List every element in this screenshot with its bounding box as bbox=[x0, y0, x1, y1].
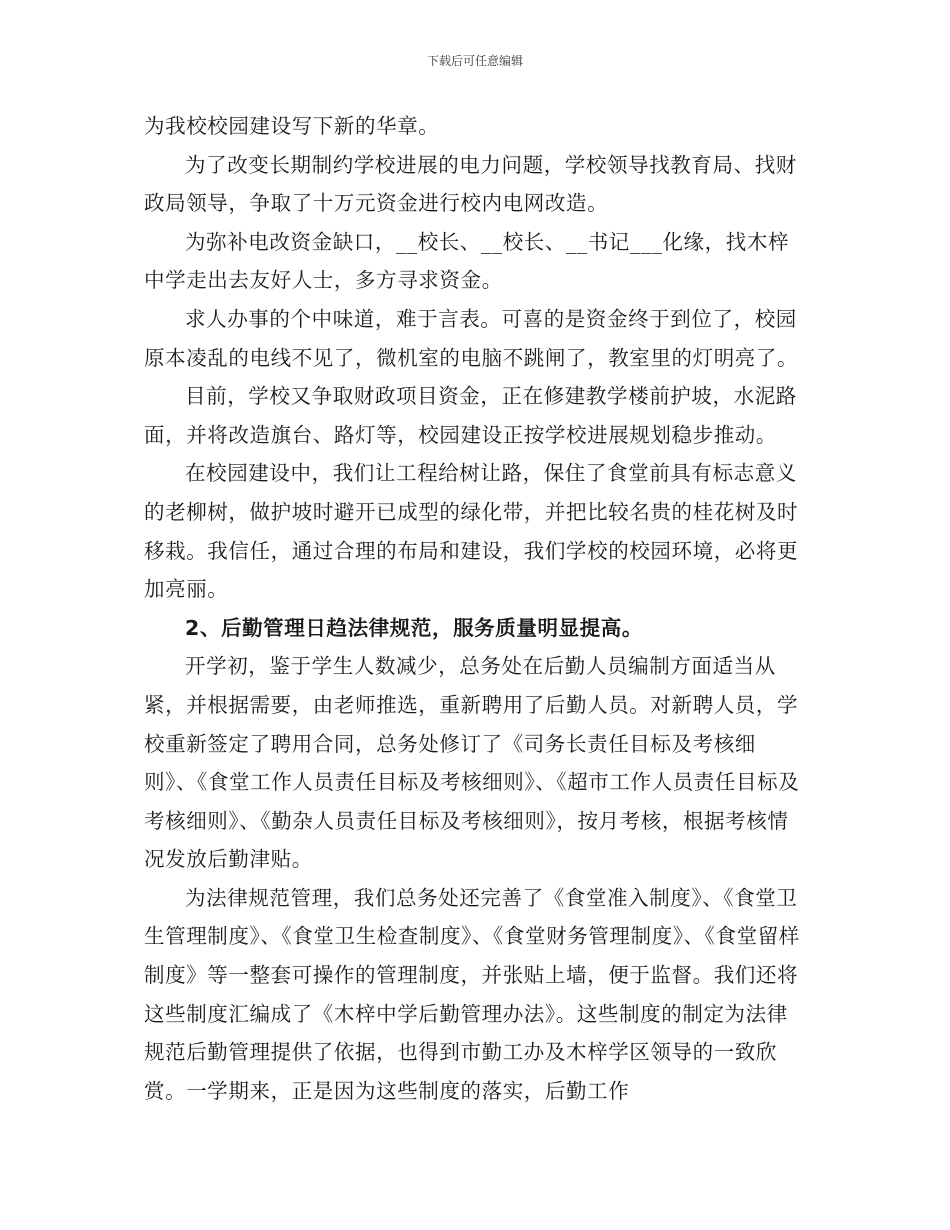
section-heading: 2、后勤管理日趋法律规范，服务质量明显提高。 bbox=[185, 615, 643, 640]
paragraph-1: 为我校校园建设写下新的华章。 bbox=[144, 114, 440, 138]
paragraph-6: 在校园建设中，我们让工程给树让路，保住了食堂前具有标志意义的老柳树，做护坡时避开已成型的绿化带，并把比较名贵的桂花树及时移栽。我信任，通过合理的布局和建设，我们学校的校园环境，必将更加亮丽。 bbox=[144, 461, 799, 602]
paragraph-2: 为了改变长期制约学校进展的电力问题，学校领导找教育局、找财政局领导，争取了十万元资金进行校内电网改造。 bbox=[144, 152, 797, 216]
paragraph-7: 开学初，鉴于学生人数减少，总务处在后勤人员编制方面适当从紧，并根据需要，由老师推选，重新聘用了后勤人员。对新聘人员，学校重新签定了聘用合同，总务处修订了《司务长责任目标及考核细则》、《食堂工作人员责任目标及考核细则》、《超市工作人员责任目标及考核细则》、《勤杂人员责任目标及考核细则》，按月考核，根据考核情况发放后勤津贴。 bbox=[144, 654, 800, 872]
document-body bbox=[144, 107, 806, 1110]
paragraph-4: 求人办事的个中味道，难于言表。可喜的是资金终于到位了，校园原本凌乱的电线不见了，微机室的电脑不跳闸了，教室里的灯明亮了。 bbox=[144, 306, 799, 370]
paragraph-8: 为法律规范管理，我们总务处还完善了《食堂准入制度》、《食堂卫生管理制度》、《食堂卫生检查制度》、《食堂财务管理制度》、《食堂留样制度》等一整套可操作的管理制度，并张贴上墙，便于监督。我们还将这些制度汇编成了《木梓中学后勤管理办法》。这些制度的制定为法律规范后勤管理提供了依据，也得到市勤工办及木梓学区领导的一致欣赏。一学期来，正是因为这些制度的落实，后勤工作 bbox=[144, 885, 800, 1103]
paragraph-5: 目前，学校又争取财政项目资金，正在修建教学楼前护坡，水泥路面，并将改造旗台、路灯等，校园建设正按学校进展规划稳步推动。 bbox=[144, 384, 797, 447]
paragraph-3: 为弥补电改资金缺口，__校长、__校长、__书记___化缘，找木梓中学走出去友好人士，多方寻求资金。 bbox=[144, 229, 790, 293]
page-header: 下载后可任意编辑 bbox=[426, 54, 523, 68]
